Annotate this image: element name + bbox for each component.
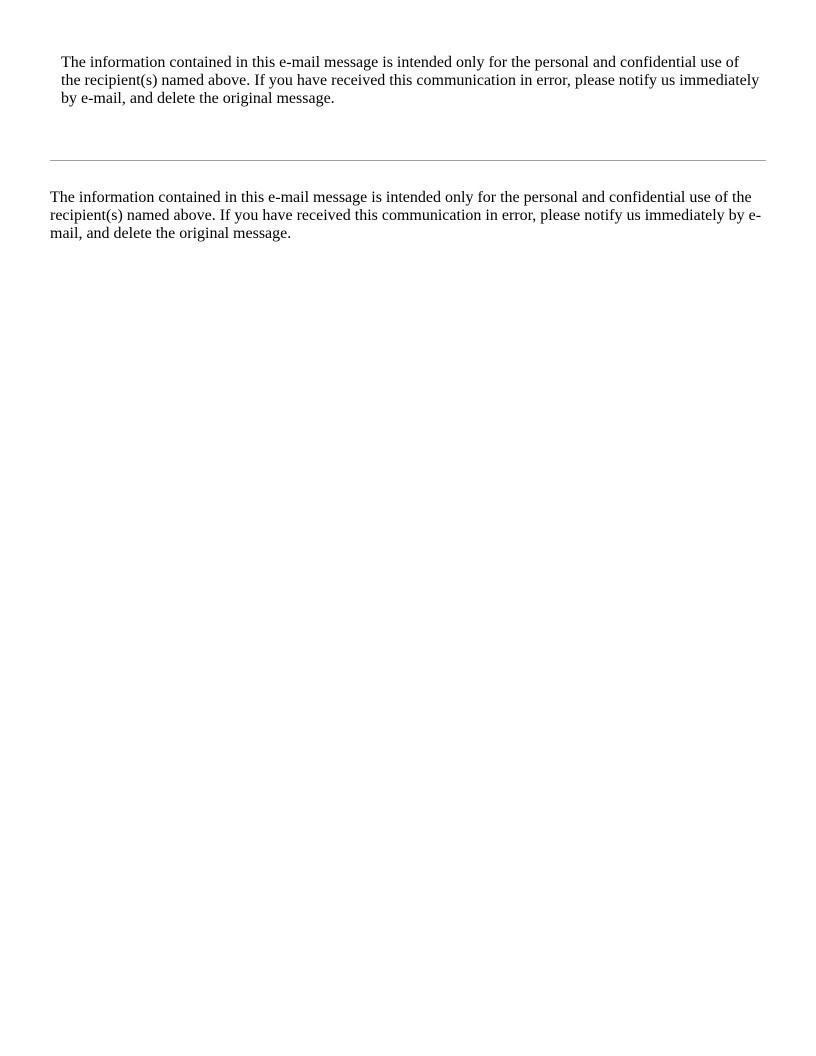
quoted-confidentiality-disclaimer: The information contained in this e-mail message is intended only for the personal and confidential use of the recipient(s) named above. If you have received this communication in error, please notify us immediately by e-mail, and delete the original message. <box>61 54 760 107</box>
confidentiality-disclaimer: The information contained in this e-mail message is intended only for the personal and confidential use of the recipient(s) named above. If you have received this communication in error, please notify us immediately by e-mail, and delete the original message. <box>50 189 762 242</box>
horizontal-divider <box>50 160 766 161</box>
